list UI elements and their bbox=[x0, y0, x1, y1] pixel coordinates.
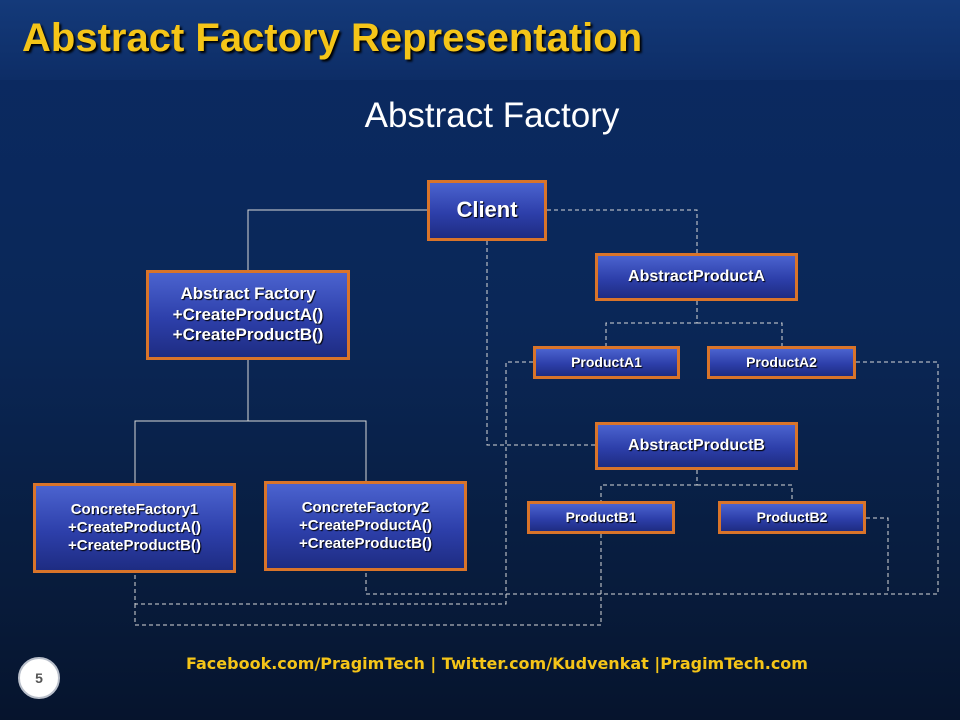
slide-title: Abstract Factory Representation bbox=[22, 16, 643, 60]
product-b2-box bbox=[718, 501, 866, 534]
product-a-inheritance-line bbox=[606, 301, 697, 346]
abstract-factory-box bbox=[146, 270, 350, 360]
product-a2-label: ProductA2 bbox=[746, 353, 817, 370]
concrete-factory-1-name: ConcreteFactory1 bbox=[70, 500, 199, 518]
concrete-factory-2-box bbox=[264, 481, 467, 571]
abstract-product-b-box bbox=[595, 422, 798, 470]
product-b-inheritance-line bbox=[601, 470, 697, 501]
abstract-factory-method: +CreateProductA() bbox=[172, 304, 324, 324]
client-to-factory-line bbox=[248, 210, 427, 270]
cf2-to-product-b2-line bbox=[866, 518, 888, 594]
client-box bbox=[427, 180, 547, 241]
abstract-factory-method: +CreateProductB() bbox=[172, 325, 324, 345]
concrete-factory-2-name: ConcreteFactory2 bbox=[301, 498, 430, 516]
product-b1-label: ProductB1 bbox=[565, 508, 637, 525]
product-b-inheritance-line-2 bbox=[697, 485, 792, 501]
client-to-product-a-line bbox=[547, 210, 697, 253]
concrete-factory-2-method: +CreateProductA() bbox=[299, 516, 432, 534]
product-a2-box bbox=[707, 346, 856, 379]
concrete-factory-1-box bbox=[33, 483, 236, 573]
concrete-factory-1-method: +CreateProductB() bbox=[68, 537, 201, 555]
footer-links: Facebook.com/PragimTech | Twitter.com/Kudvenkat |PragimTech.com bbox=[186, 654, 808, 673]
product-a-inheritance-line-2 bbox=[697, 323, 782, 346]
diagram-subtitle: Abstract Factory bbox=[364, 96, 620, 135]
product-b2-label: ProductB2 bbox=[756, 508, 828, 525]
client-to-product-b-line bbox=[487, 241, 595, 445]
abstract-product-a-label: AbstractProductA bbox=[628, 268, 765, 286]
factory-inheritance-line-2 bbox=[248, 421, 366, 481]
product-b1-box bbox=[527, 501, 675, 534]
concrete-factory-1-method: +CreateProductA() bbox=[68, 518, 201, 536]
client-label: Client bbox=[456, 197, 518, 223]
abstract-product-a-box bbox=[595, 253, 798, 301]
concrete-factory-2-method: +CreateProductB() bbox=[299, 535, 432, 553]
product-a1-label: ProductA1 bbox=[571, 353, 642, 370]
abstract-factory-name: Abstract Factory bbox=[180, 283, 316, 303]
product-a1-box bbox=[533, 346, 680, 379]
factory-inheritance-line bbox=[135, 360, 248, 483]
page-number-badge: 5 bbox=[18, 657, 60, 699]
abstract-product-b-label: AbstractProductB bbox=[628, 437, 765, 455]
